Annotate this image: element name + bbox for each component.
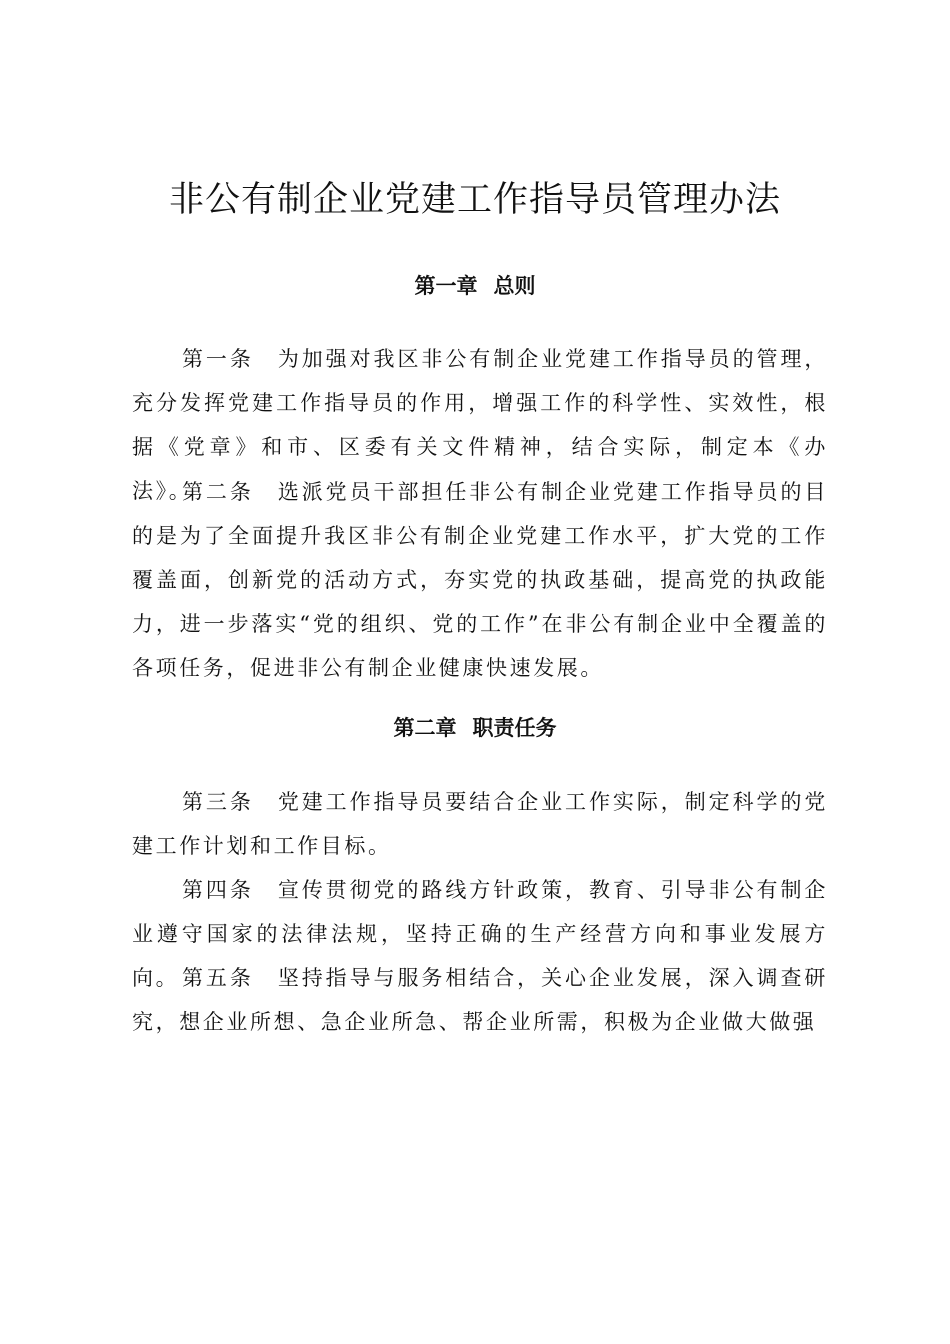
article-text: 宣传贯彻党的路线方针政策，教育、引导非公有制企业遵守国家的法律法规，坚持正确的生产经营方向和事业发展方向。: [132, 878, 828, 990]
document-title: 非公有制企业党建工作指导员管理办法: [168, 180, 781, 220]
article-label: 第四条: [182, 878, 254, 902]
chapter-name: 总则: [493, 274, 536, 298]
article-3: [132, 780, 828, 868]
chapter-number: 第二章: [393, 716, 457, 740]
article-label: 第一条: [182, 347, 254, 371]
article-5: [132, 956, 828, 1044]
article-label: 第二条: [182, 480, 254, 504]
chapter-heading-1: [0, 271, 950, 301]
article-2: [132, 470, 828, 690]
article-label: 第五条: [182, 966, 254, 990]
article-text: 为加强对我区非公有制企业党建工作指导员的管理，充分发挥党建工作指导员的作用，增强工作的科学性、实效性，根据《党章》和市、区委有关文件精神，结合实际，制定本《办法》。: [132, 347, 828, 503]
chapter-name: 职责任务: [472, 716, 557, 740]
article-label: 第三条: [182, 790, 254, 814]
article-text: 坚持指导与服务相结合，关心企业发展，深入调查研究，想企业所想、急企业所急、帮企业所需，积极为企业做大做强: [132, 966, 828, 1034]
article-text: 党建工作指导员要结合企业工作实际，制定科学的党建工作计划和工作目标。: [132, 790, 828, 858]
chapter-number: 第一章: [414, 274, 478, 298]
article-text: 选派党员干部担任非公有制企业党建工作指导员的目的是为了全面提升我区非公有制企业党建工作水平，扩大党的工作覆盖面，创新党的活动方式，夯实党的执政基础，提高党的执政能力，进一步落实“党的组织、党的工作”在非公有制企业中全覆盖的各项任务，促进非公有制企业健康快速发展。: [132, 480, 828, 680]
chapter-heading-2: [0, 713, 950, 743]
